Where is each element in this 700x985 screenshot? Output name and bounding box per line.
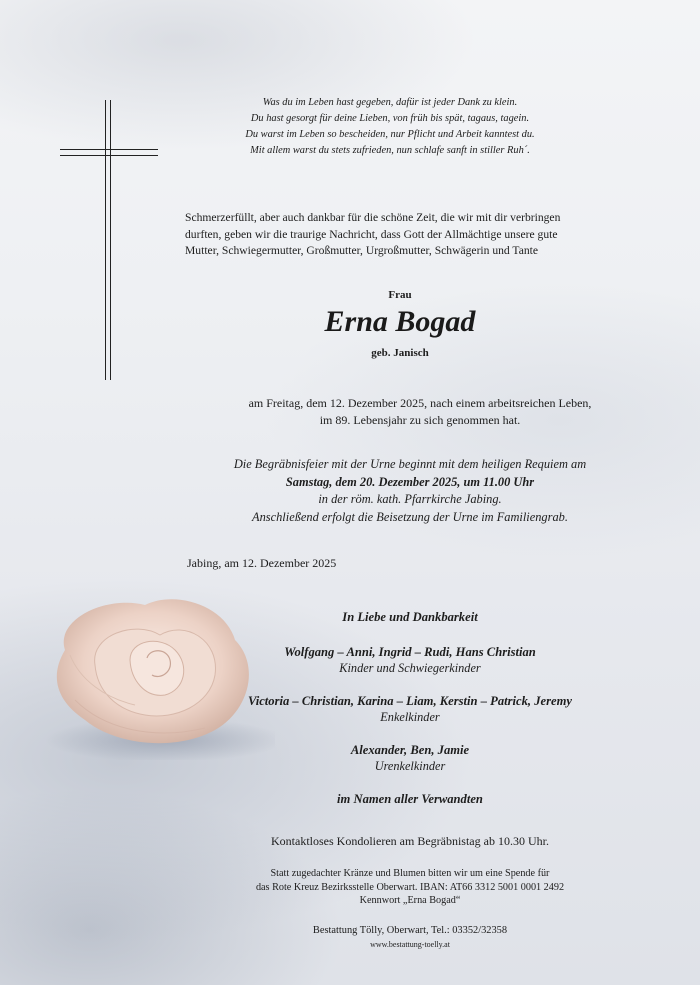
- intro-line: durften, geben wir die traurige Nachricht, dass Gott der Allmächtige unsere gute: [185, 227, 558, 241]
- funeral-date: Samstag, dem 20. Dezember 2025, um 11.00 Uhr: [285, 474, 535, 489]
- family-names: Wolfgang – Anni, Ingrid – Rudi, Hans Christian: [284, 645, 536, 659]
- funeral-location: in der röm. kath. Pfarrkirche Jabing.: [318, 492, 502, 506]
- place-date: Jabing, am 12. Dezember 2025: [187, 556, 337, 570]
- intro-text: [185, 210, 605, 260]
- poem-line: Du warst im Leben so bescheiden, nur Pflicht und Arbeit kanntest du.: [245, 129, 535, 140]
- funeral-home-website: www.bestattung-toelly.at: [370, 940, 450, 949]
- family-closing: im Namen aller Verwandten: [337, 792, 483, 806]
- family-heading: In Liebe und Dankbarkeit: [342, 610, 478, 624]
- birth-name: geb. Janisch: [371, 347, 429, 359]
- family-role: Enkelkinder: [380, 710, 440, 724]
- poem-line: Du hast gesorgt für deine Lieben, von früh bis spät, tagaus, tagein.: [250, 113, 530, 124]
- family-role: Kinder und Schwiegerkinder: [339, 661, 481, 675]
- family-role: Urenkelkinder: [374, 759, 446, 773]
- condolence-note: Kontaktloses Kondolieren am Begräbnistag ab 10.30 Uhr.: [271, 834, 549, 848]
- death-notice: [240, 395, 600, 429]
- donation-note: [210, 867, 610, 908]
- family-names: Victoria – Christian, Karina – Liam, Kerstin – Patrick, Jeremy: [248, 694, 572, 708]
- salutation: Frau: [388, 289, 412, 301]
- funeral-home: Bestattung Tölly, Oberwart, Tel.: 03352/32358: [312, 925, 508, 936]
- intro-line: Mutter, Schwiegermutter, Großmutter, Urgroßmutter, Schwägerin und Tante: [185, 244, 539, 257]
- funeral-line: Die Begräbnisfeier mit der Urne beginnt mit dem heiligen Requiem am: [233, 457, 587, 471]
- poem-line: Mit allem warst du stets zufrieden, nun schlafe sanft in stiller Ruh´.: [250, 145, 530, 156]
- deceased-name: Erna Bogad: [324, 305, 476, 338]
- donation-line: Statt zugedachter Kränze und Blumen bitten wir um eine Spende für: [270, 868, 550, 879]
- family-section: [190, 610, 630, 807]
- intro-line: Schmerzerfüllt, aber auch dankbar für die schöne Zeit, die wir mit dir verbringen: [185, 211, 561, 224]
- poem: [200, 95, 580, 159]
- donation-line: Kennwort „Erna Bogad“: [359, 895, 461, 906]
- poem-line: Was du im Leben hast gegeben, dafür ist jeder Dank zu klein.: [262, 97, 518, 108]
- funeral-line: Anschließend erfolgt die Beisetzung der Urne im Familiengrab.: [252, 509, 568, 524]
- funeral-info: [185, 456, 635, 526]
- family-names: Alexander, Ben, Jamie: [350, 743, 470, 757]
- death-line: am Freitag, dem 12. Dezember 2025, nach einem arbeitsreichen Leben,: [248, 396, 592, 410]
- donation-line: das Rote Kreuz Bezirksstelle Oberwart. IBAN: AT66 3312 5001 0001 2492: [255, 881, 565, 893]
- death-line: im 89. Lebensjahr zu sich genommen hat.: [319, 413, 521, 427]
